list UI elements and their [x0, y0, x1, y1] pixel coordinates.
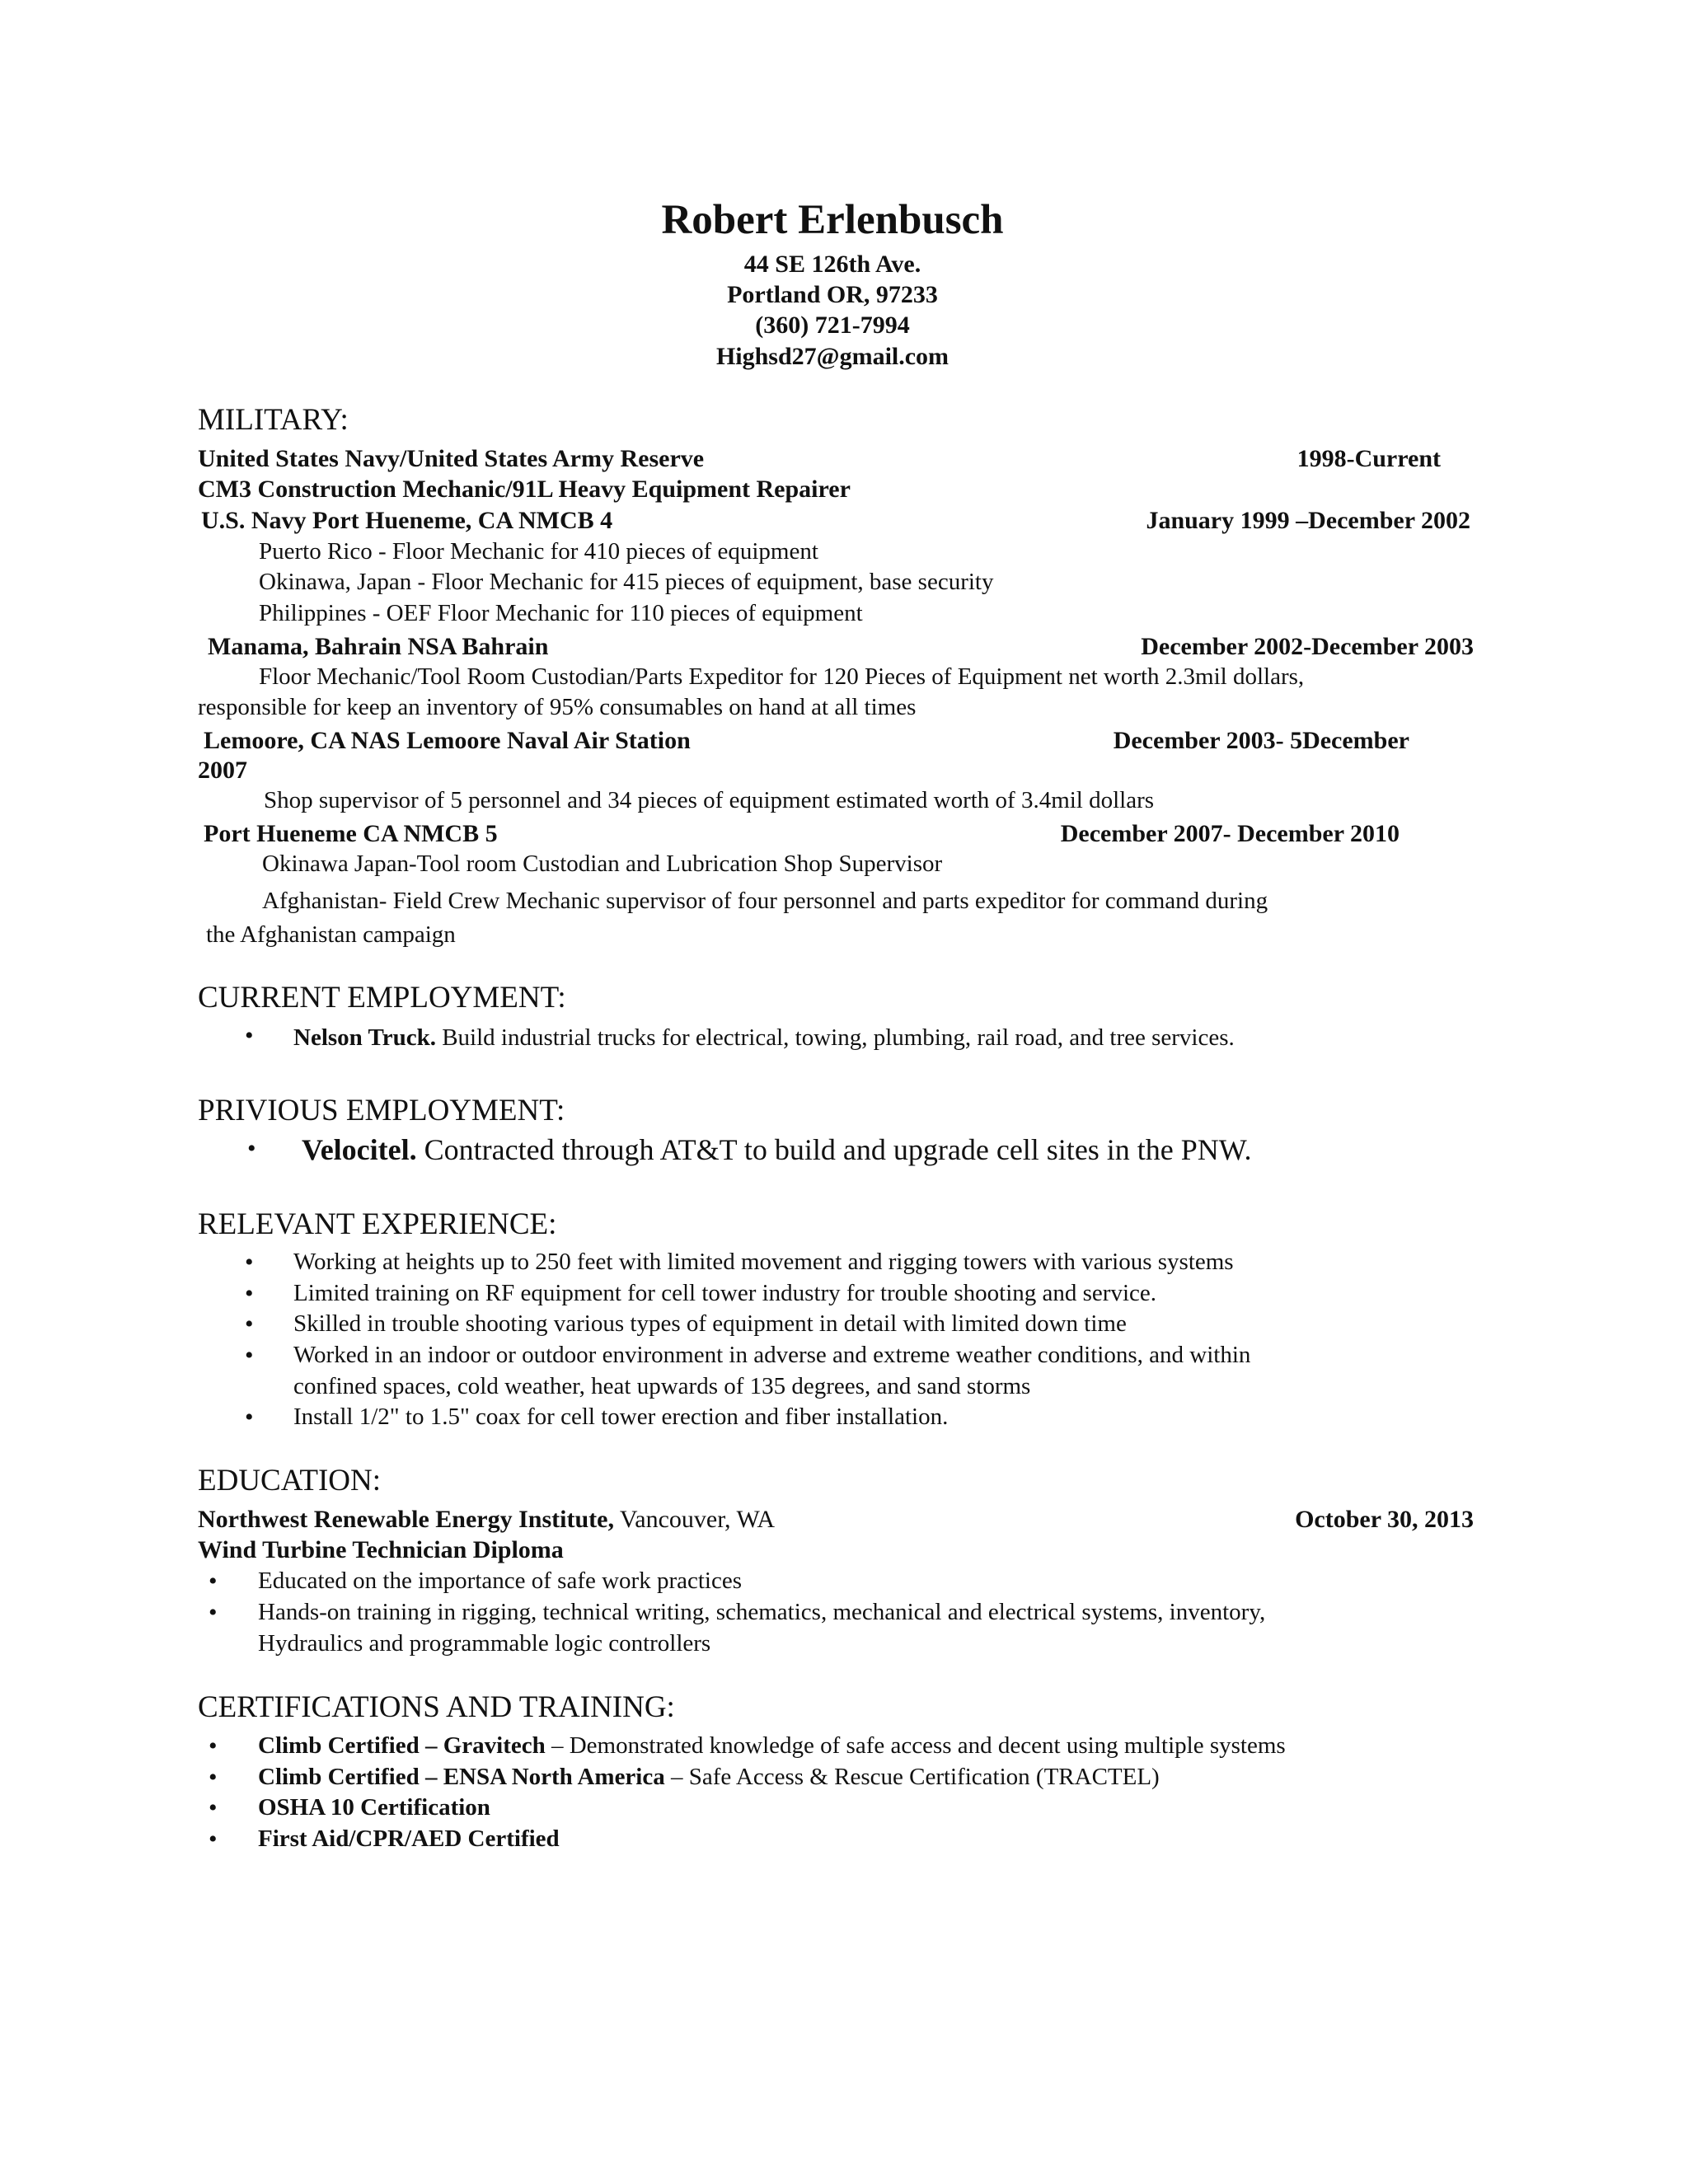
post-1-line: Philippines - OEF Floor Mechanic for 110 pieces of equipment — [259, 600, 863, 626]
school-name: Northwest Renewable Energy Institute, — [198, 1506, 614, 1533]
post-1-line: Puerto Rico - Floor Mechanic for 410 pieces of equipment — [259, 538, 818, 565]
bullet: • — [245, 1249, 254, 1276]
cert-description: – Safe Access & Rescue Certification (TRACTEL) — [664, 1764, 1160, 1790]
bullet: • — [245, 1310, 254, 1338]
bullet: • — [245, 1280, 254, 1307]
previous-company: Velocitel. — [302, 1133, 417, 1166]
certifications-heading: CERTIFICATIONS AND TRAINING: — [198, 1690, 675, 1724]
cert-item — [258, 1764, 1160, 1791]
post-title-2: Manama, Bahrain NSA Bahrain — [208, 633, 549, 660]
post-4-line: the Afghanistan campaign — [206, 921, 456, 948]
cert-item — [258, 1732, 1286, 1760]
current-description: Build industrial trucks for electrical, towing, plumbing, rail road, and tree services. — [435, 1024, 1235, 1051]
post-2-line: Floor Mechanic/Tool Room Custodian/Parts Expeditor for 120 Pieces of Equipment net worth 2.3mil dollars, — [259, 663, 1305, 690]
bullet: • — [247, 1135, 256, 1162]
experience-item: Limited training on RF equipment for cell tower industry for trouble shooting and service. — [293, 1280, 1157, 1306]
military-heading: MILITARY: — [198, 403, 349, 437]
current-employment-heading: CURRENT EMPLOYMENT: — [198, 981, 566, 1015]
post-dates-1: January 1999 –December 2002 — [1146, 507, 1470, 534]
military-role: CM3 Construction Mechanic/91L Heavy Equipment Repairer — [198, 476, 851, 503]
post-3-line: Shop supervisor of 5 personnel and 34 pieces of equipment estimated worth of 3.4mil dollars — [264, 787, 1155, 813]
cert-name: Climb Certified – Gravitech — [258, 1732, 546, 1759]
post-4-line: Okinawa Japan-Tool room Custodian and Lubrication Shop Supervisor — [262, 851, 943, 877]
address-line-1: 44 SE 126th Ave. — [743, 251, 921, 278]
experience-item: Install 1/2" to 1.5" coax for cell tower erection and fiber installation. — [293, 1404, 949, 1430]
cert-item — [258, 1794, 490, 1821]
post-title-1: U.S. Navy Port Hueneme, CA NMCB 4 — [201, 507, 613, 534]
military-org: United States Navy/United States Army Reserve — [198, 445, 705, 472]
previous-description: Contracted through AT&T to build and upgrade cell sites in the PNW. — [416, 1133, 1252, 1166]
post-dates-3: December 2003- 5December — [1113, 727, 1409, 754]
relevant-experience-heading: RELEVANT EXPERIENCE: — [198, 1207, 557, 1241]
email-address: Highsd27@gmail.com — [715, 343, 950, 370]
experience-item: Skilled in trouble shooting various types of equipment in detail with limited down time — [293, 1310, 1127, 1337]
cert-name: OSHA 10 Certification — [258, 1794, 490, 1821]
education-item: Hands-on training in rigging, technical writing, schematics, mechanical and electrical systems, inventory, — [258, 1599, 1266, 1625]
bullet: • — [245, 1342, 254, 1369]
phone-number: (360) 721-7994 — [755, 312, 910, 339]
current-company: Nelson Truck. — [293, 1024, 436, 1051]
experience-item-cont: confined spaces, cold weather, heat upwards of 135 degrees, and sand storms — [293, 1373, 1031, 1399]
bullet: • — [209, 1794, 218, 1821]
post-title-3: Lemoore, CA NAS Lemoore Naval Air Station — [204, 727, 691, 754]
cert-item — [258, 1825, 560, 1853]
candidate-name: Robert Erlenbusch — [661, 197, 1004, 243]
experience-item: Working at heights up to 250 feet with limited movement and rigging towers with various systems — [293, 1249, 1234, 1275]
bullet: • — [245, 1404, 254, 1431]
military-org-dates: 1998-Current — [1296, 445, 1441, 472]
school-location: Vancouver, WA — [613, 1506, 776, 1533]
education-item: Educated on the importance of safe work practices — [258, 1568, 742, 1594]
bullet: • — [209, 1732, 218, 1760]
post-dates-3-cont: 2007 — [198, 757, 247, 784]
diploma: Wind Turbine Technician Diploma — [198, 1536, 564, 1563]
cert-description: – Demonstrated knowledge of safe access and decent using multiple systems — [545, 1732, 1286, 1759]
experience-item: Worked in an indoor or outdoor environment in adverse and extreme weather conditions, and within — [293, 1342, 1251, 1368]
post-1-line: Okinawa, Japan - Floor Mechanic for 415 pieces of equipment, base security — [259, 569, 994, 595]
post-dates-4: December 2007- December 2010 — [1060, 820, 1400, 847]
graduation-date: October 30, 2013 — [1295, 1506, 1474, 1533]
previous-employment-heading: PRIVIOUS EMPLOYMENT: — [198, 1094, 565, 1127]
education-item-cont: Hydraulics and programmable logic controllers — [258, 1630, 711, 1657]
bullet: • — [245, 1022, 254, 1049]
post-dates-2: December 2002-December 2003 — [1141, 633, 1474, 660]
bullet: • — [209, 1764, 218, 1791]
post-2-line: responsible for keep an inventory of 95% consumables on hand at all times — [198, 694, 917, 720]
address-line-2: Portland OR, 97233 — [727, 281, 938, 308]
bullet: • — [209, 1599, 218, 1626]
post-title-4: Port Hueneme CA NMCB 5 — [204, 820, 498, 847]
bullet: • — [209, 1568, 218, 1595]
education-heading: EDUCATION: — [198, 1464, 381, 1497]
cert-name: Climb Certified – ENSA North America — [258, 1764, 665, 1790]
bullet: • — [209, 1825, 218, 1853]
post-4-line: Afghanistan- Field Crew Mechanic supervisor of four personnel and parts expeditor for command during — [262, 888, 1268, 914]
cert-name: First Aid/CPR/AED Certified — [258, 1825, 560, 1852]
